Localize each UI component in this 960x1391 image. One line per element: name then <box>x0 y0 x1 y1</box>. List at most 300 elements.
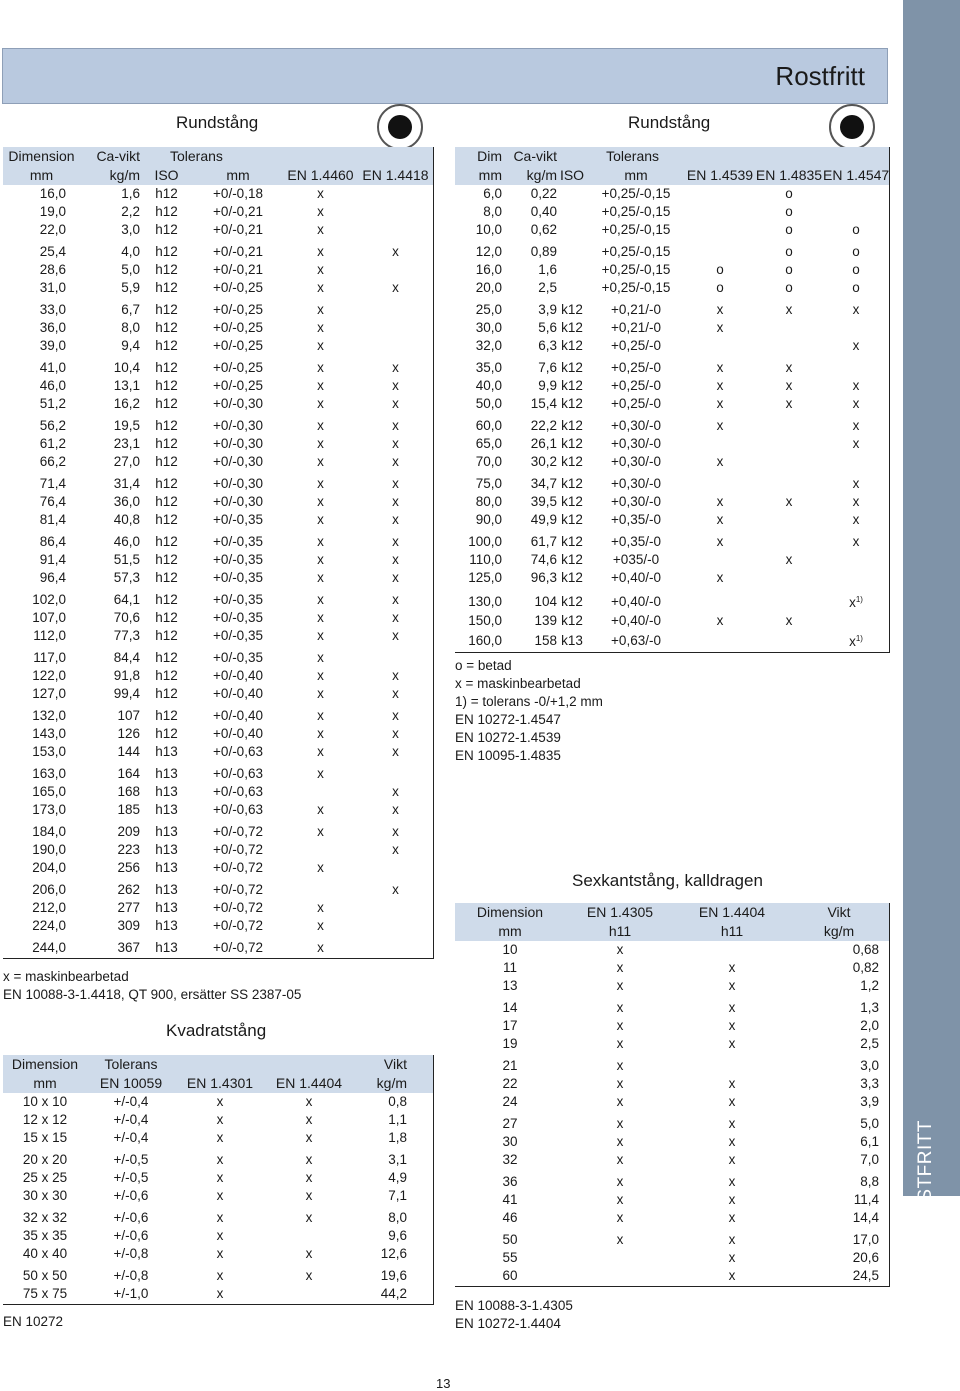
table-row <box>3 587 433 609</box>
table-cell: x <box>392 668 399 683</box>
table-row <box>455 1035 889 1053</box>
table-cell: x <box>317 610 324 625</box>
table-cell: x <box>305 1152 313 1167</box>
table-cell: h12 <box>155 512 178 527</box>
table-row <box>3 471 433 493</box>
table-cell: 244,0 <box>32 940 66 955</box>
table-cell: x <box>216 1094 224 1109</box>
table-cell: 26,1 <box>530 436 557 451</box>
table-cell <box>283 841 358 859</box>
table-cell: +0/-0,30 <box>213 454 263 469</box>
table-cell: 224,0 <box>32 918 66 933</box>
table-row <box>3 859 433 877</box>
col-header: mm <box>3 1074 87 1093</box>
table-cell: 86,4 <box>39 534 66 549</box>
table-cell: 0,68 <box>852 942 879 957</box>
col-header: Dimension <box>3 147 80 166</box>
table-cell: h12 <box>155 222 178 237</box>
table-cell: x <box>317 302 324 317</box>
table-cell <box>755 529 823 551</box>
table-cell: 8,0 <box>121 320 140 335</box>
table-row <box>455 1209 889 1227</box>
table-cell: x <box>728 960 736 975</box>
table-cell: +0,25/-0,15 <box>601 262 671 277</box>
table-row <box>455 1093 889 1111</box>
table-cell: 10,0 <box>475 222 502 237</box>
table-row <box>455 977 889 995</box>
table-cell: 0,62 <box>530 222 557 237</box>
table-cell: +0/-0,35 <box>213 610 263 625</box>
table-cell: 96,3 <box>530 570 557 585</box>
table-cell: +0/-0,30 <box>213 418 263 433</box>
table-cell <box>823 185 889 203</box>
table-cell: 5,6 <box>538 320 557 335</box>
table-cell: 22,0 <box>39 222 66 237</box>
table-cell: +0/-0,72 <box>213 918 263 933</box>
table-cell: 277 <box>117 900 140 915</box>
table-cell: 96,4 <box>39 570 66 585</box>
col-header: mm <box>455 166 502 185</box>
table-cell: x <box>305 1246 313 1261</box>
table-cell: x <box>728 1116 736 1131</box>
note-line: x = maskinbearbetad <box>3 969 129 984</box>
table-cell <box>675 1053 789 1075</box>
table-cell: x <box>317 418 324 433</box>
table-cell: x <box>305 1210 313 1225</box>
col-header: EN 1.4301 <box>175 1074 265 1093</box>
table-cell: x <box>852 302 860 317</box>
rundstang-table-right <box>455 147 889 651</box>
table-cell: 76,4 <box>39 494 66 509</box>
table-cell: +0/-0,40 <box>213 668 263 683</box>
table-cell: x <box>716 378 724 393</box>
note-line: x = maskinbearbetad <box>455 676 581 691</box>
table-cell: 6,7 <box>121 302 140 317</box>
table-cell: +0,40/-0 <box>611 613 661 628</box>
table-cell: h12 <box>155 320 178 335</box>
table-cell: 7,6 <box>538 360 557 375</box>
table-cell: 25,4 <box>39 244 66 259</box>
table-cell: 19,0 <box>39 204 66 219</box>
table-cell: o <box>852 222 860 237</box>
table-cell: h12 <box>155 494 178 509</box>
table-cell: +0/-0,25 <box>213 280 263 295</box>
table-cell: x <box>728 1000 736 1015</box>
table-cell: x <box>392 280 399 295</box>
table-cell: 28,6 <box>39 262 66 277</box>
table-cell: x <box>728 1036 736 1051</box>
table-cell: x <box>216 1268 224 1283</box>
table-cell: 130,0 <box>468 593 502 609</box>
table-cell: x <box>216 1170 224 1185</box>
table-cell: 1,3 <box>860 1000 879 1015</box>
table-cell: k12 <box>561 534 583 549</box>
table-row <box>455 239 889 261</box>
table-cell: +0/-0,63 <box>213 784 263 799</box>
table-cell: +0/-0,25 <box>213 378 263 393</box>
table-cell: h13 <box>155 744 178 759</box>
rundstang-notes-right <box>455 657 603 765</box>
table-cell: x <box>392 244 399 259</box>
table-cell <box>358 221 433 239</box>
table-cell: h12 <box>155 686 178 701</box>
table-row <box>3 551 433 569</box>
table-cell: 21 <box>502 1058 518 1073</box>
table-cell: h13 <box>155 784 178 799</box>
table-cell: 2,0 <box>860 1018 879 1033</box>
table-cell: h12 <box>155 186 178 201</box>
table-cell: x <box>317 860 324 875</box>
table-cell: 46,0 <box>39 378 66 393</box>
table-cell: x <box>392 534 399 549</box>
table-row <box>455 511 889 529</box>
table-row <box>3 453 433 471</box>
table-cell: 70,0 <box>475 454 502 469</box>
table-row <box>455 551 889 569</box>
table-cell: x <box>716 302 724 317</box>
round-bar-symbol-right <box>829 104 875 150</box>
table-cell: +0/-0,72 <box>213 860 263 875</box>
round-dot-icon <box>388 115 412 139</box>
table-cell: 56,2 <box>39 418 66 433</box>
table-cell: h12 <box>155 204 178 219</box>
table-cell: 80,0 <box>475 494 502 509</box>
table-cell <box>755 569 823 587</box>
table-cell: +0/-0,35 <box>213 552 263 567</box>
table-cell: 9,4 <box>121 338 140 353</box>
table-cell <box>358 859 433 877</box>
table-cell: 126 <box>117 726 140 741</box>
table-cell: x <box>785 613 793 628</box>
table-cell: +/-0,8 <box>113 1246 149 1261</box>
table-cell <box>358 297 433 319</box>
table-cell: o <box>785 222 793 237</box>
table-cell: x <box>852 378 860 393</box>
table-cell: x <box>392 686 399 701</box>
table-row <box>3 297 433 319</box>
table-cell: 11,4 <box>853 1192 879 1207</box>
table-row <box>455 1191 889 1209</box>
table-cell: 20,0 <box>475 280 502 295</box>
table-cell <box>358 761 433 783</box>
note-line: o = betad <box>455 658 512 673</box>
table-cell: 173,0 <box>32 802 66 817</box>
table-row <box>3 355 433 377</box>
table-cell: h13 <box>155 900 178 915</box>
col-header: kg/m <box>353 1074 433 1093</box>
sexkantstang-notes <box>455 1297 573 1333</box>
col-header: h11 <box>675 922 789 941</box>
table-cell: +0/-0,25 <box>213 320 263 335</box>
table-cell: x <box>616 1036 624 1051</box>
col-header: Ca-vikt <box>502 147 557 166</box>
table-cell: x <box>216 1210 224 1225</box>
table-row <box>3 493 433 511</box>
table-cell: x <box>317 454 324 469</box>
table-cell: x <box>317 204 324 219</box>
col-header: ISO <box>140 166 193 185</box>
table-cell: +/-0,8 <box>113 1268 149 1283</box>
table-cell: x <box>616 1058 624 1073</box>
table-cell: x <box>392 378 399 393</box>
rundstang-table-left <box>3 147 433 957</box>
col-header: kg/m <box>502 166 557 185</box>
table-cell: 65,0 <box>475 436 502 451</box>
table-cell: x <box>728 1232 736 1247</box>
table-cell: 0,8 <box>388 1094 407 1109</box>
table-row <box>455 612 889 630</box>
table-cell: x <box>785 552 793 567</box>
table-cell: 209 <box>117 824 140 839</box>
table-row <box>455 319 889 337</box>
table-cell: +/-0,4 <box>113 1094 149 1109</box>
table-cell: +/-0,6 <box>113 1228 149 1243</box>
col-header: EN 1.4460 <box>283 166 358 185</box>
table-cell: +0/-0,63 <box>213 802 263 817</box>
table-cell: 13 <box>502 978 518 993</box>
table-cell: x <box>317 592 324 607</box>
table-row <box>3 337 433 355</box>
table-row <box>3 801 433 819</box>
table-cell: 117,0 <box>33 650 66 665</box>
table-cell <box>557 239 587 261</box>
table-cell: +0/-0,25 <box>213 360 263 375</box>
table-cell: 22,2 <box>530 418 557 433</box>
table-cell: 110,0 <box>469 552 502 567</box>
table-cell: x <box>392 570 399 585</box>
table-cell: +0,21/-0 <box>611 302 661 317</box>
table-cell: 50 <box>502 1232 518 1247</box>
table-cell: +0,30/-0 <box>611 454 661 469</box>
table-cell: h12 <box>155 650 178 665</box>
table-cell: 24,5 <box>852 1268 879 1283</box>
table-cell: x <box>392 842 399 857</box>
page-number: 13 <box>436 1376 451 1391</box>
table-cell: 165,0 <box>32 784 66 799</box>
table-row <box>3 1285 433 1303</box>
table-cell: x <box>317 628 324 643</box>
col-header: EN 1.4404 <box>265 1074 353 1093</box>
table-cell: h12 <box>155 436 178 451</box>
table-cell <box>557 261 587 279</box>
table-bottom-rule <box>455 652 889 653</box>
table-cell: x <box>305 1112 313 1127</box>
table-cell <box>565 1267 675 1285</box>
table-cell: x <box>392 418 399 433</box>
table-cell <box>358 917 433 935</box>
table-cell: 2,2 <box>121 204 140 219</box>
table-cell: x <box>616 1094 624 1109</box>
table-cell: 60 <box>502 1268 518 1283</box>
table-row <box>455 337 889 355</box>
table-cell: +0/-0,30 <box>213 396 263 411</box>
col-header: h11 <box>565 922 675 941</box>
col-header: Dim <box>455 147 502 166</box>
table-cell: 0,22 <box>530 186 557 201</box>
table-cell: 6,1 <box>860 1134 879 1149</box>
table-cell: +0/-0,72 <box>213 882 263 897</box>
table-cell: +0/-0,72 <box>213 824 263 839</box>
table-cell <box>358 203 433 221</box>
table-cell: 104 <box>534 593 557 609</box>
table-cell: x <box>392 494 399 509</box>
table-cell: x <box>392 396 399 411</box>
table-row <box>3 529 433 551</box>
table-cell: k13 <box>561 632 583 648</box>
table-row <box>3 841 433 859</box>
table-cell: +0/-0,35 <box>213 628 263 643</box>
table-row <box>455 435 889 453</box>
table-cell: $x^{1)}$ <box>849 595 863 610</box>
table-cell: 184,0 <box>32 824 66 839</box>
table-cell: x <box>392 512 399 527</box>
table-row <box>455 203 889 221</box>
table-cell: o <box>852 262 860 277</box>
table-cell <box>755 587 823 612</box>
table-row <box>3 685 433 703</box>
table-cell: 51,5 <box>113 552 140 567</box>
table-cell: h12 <box>155 280 178 295</box>
table-row <box>455 1227 889 1249</box>
table-cell: 36,0 <box>113 494 140 509</box>
table-cell: 70,6 <box>113 610 140 625</box>
table-cell: x <box>716 570 724 585</box>
table-cell: x <box>317 686 324 701</box>
table-cell: +0/-0,25 <box>213 302 263 317</box>
table-cell: 7,0 <box>860 1152 879 1167</box>
table-cell: h12 <box>155 476 178 491</box>
table-cell <box>755 471 823 493</box>
kvadratstang-note: EN 10272 <box>3 1314 64 1329</box>
table-cell: 61,7 <box>530 534 557 549</box>
table-cell: h12 <box>155 552 178 567</box>
table-cell: 75,0 <box>475 476 502 491</box>
table-cell: +0/-0,63 <box>213 744 263 759</box>
table-row <box>3 703 433 725</box>
table-cell: 99,4 <box>113 686 140 701</box>
table-cell: x <box>852 418 860 433</box>
table-cell: 5,0 <box>121 262 140 277</box>
table-cell: 0,40 <box>530 204 557 219</box>
table-cell: k12 <box>561 454 583 469</box>
table-cell: x <box>317 726 324 741</box>
table-cell: x <box>852 534 860 549</box>
table-cell: 160,0 <box>468 632 502 648</box>
table-cell: 4,9 <box>388 1170 407 1185</box>
table-cell: +/-0,6 <box>113 1188 149 1203</box>
table-cell: 3,0 <box>121 222 140 237</box>
table-cell: x <box>616 1018 624 1033</box>
table-cell: k12 <box>561 418 583 433</box>
table-cell: h13 <box>155 842 178 857</box>
table-cell: 1,8 <box>388 1130 407 1145</box>
table-cell: 2,5 <box>538 280 557 295</box>
table-cell <box>557 185 587 203</box>
table-cell: x <box>317 552 324 567</box>
table-cell: x <box>716 360 724 375</box>
page-title: Rostfritt <box>775 61 865 91</box>
table-row <box>455 1053 889 1075</box>
table-cell: 168 <box>117 784 140 799</box>
table-cell <box>358 185 433 203</box>
table-cell: 31,4 <box>113 476 140 491</box>
table-cell: 1,6 <box>121 186 140 201</box>
table-cell: x <box>216 1130 224 1145</box>
table-cell: x <box>785 494 793 509</box>
table-cell <box>358 261 433 279</box>
table-cell: 2,5 <box>860 1036 879 1051</box>
table-cell: x <box>317 512 324 527</box>
table-cell: x <box>852 494 860 509</box>
table-cell: x <box>317 378 324 393</box>
table-cell: x <box>392 708 399 723</box>
table-cell: h13 <box>155 802 178 817</box>
table-cell: 102,0 <box>32 592 66 607</box>
table-cell: 41,0 <box>39 360 66 375</box>
table-cell: k12 <box>561 338 583 353</box>
table-cell: +0/-0,30 <box>213 436 263 451</box>
table-cell <box>823 569 889 587</box>
table-cell <box>557 221 587 239</box>
table-cell: h12 <box>155 302 178 317</box>
table-cell: x <box>728 1094 736 1109</box>
table-cell: 33,0 <box>39 302 66 317</box>
table-cell: 10,4 <box>113 360 140 375</box>
table-cell: +0,35/-0 <box>611 512 661 527</box>
table-cell <box>565 1249 675 1267</box>
round-bar-symbol-left <box>377 104 423 150</box>
table-cell <box>283 877 358 899</box>
side-tab <box>903 0 960 1232</box>
table-cell: +0,35/-0 <box>611 534 661 549</box>
table-cell: x <box>317 186 324 201</box>
table-cell: x <box>317 766 324 781</box>
table-row <box>455 261 889 279</box>
table-cell: x <box>852 512 860 527</box>
table-cell: 16,2 <box>113 396 140 411</box>
table-cell: x <box>216 1152 224 1167</box>
table-cell: 3,1 <box>388 1152 407 1167</box>
table-cell: 127,0 <box>32 686 66 701</box>
kvadratstang-table <box>3 1055 433 1303</box>
table-cell: x <box>728 978 736 993</box>
table-cell: x <box>392 360 399 375</box>
table-cell: +0,25/-0 <box>611 360 661 375</box>
table-cell: 223 <box>117 842 140 857</box>
table-cell <box>265 1285 353 1303</box>
table-cell: 309 <box>117 918 140 933</box>
table-cell: x <box>317 824 324 839</box>
table-cell: +0/-0,21 <box>213 262 263 277</box>
table-row <box>3 395 433 413</box>
table-cell: +0/-0,35 <box>213 650 263 665</box>
round-dot-icon <box>840 115 864 139</box>
table-cell: 12 x 12 <box>22 1112 68 1127</box>
table-row <box>3 819 433 841</box>
table-row <box>3 935 433 957</box>
col-header: mm <box>455 922 565 941</box>
table-cell: h13 <box>155 824 178 839</box>
table-cell: x <box>392 726 399 741</box>
table-cell: +0,25/-0 <box>611 378 661 393</box>
table-cell: +035/-0 <box>612 552 660 567</box>
table-row <box>3 377 433 395</box>
table-cell: +0/-0,72 <box>213 900 263 915</box>
header-bar <box>2 48 888 104</box>
table-row <box>455 529 889 551</box>
table-cell: 30,0 <box>475 320 502 335</box>
table-cell: 0,89 <box>530 244 557 259</box>
